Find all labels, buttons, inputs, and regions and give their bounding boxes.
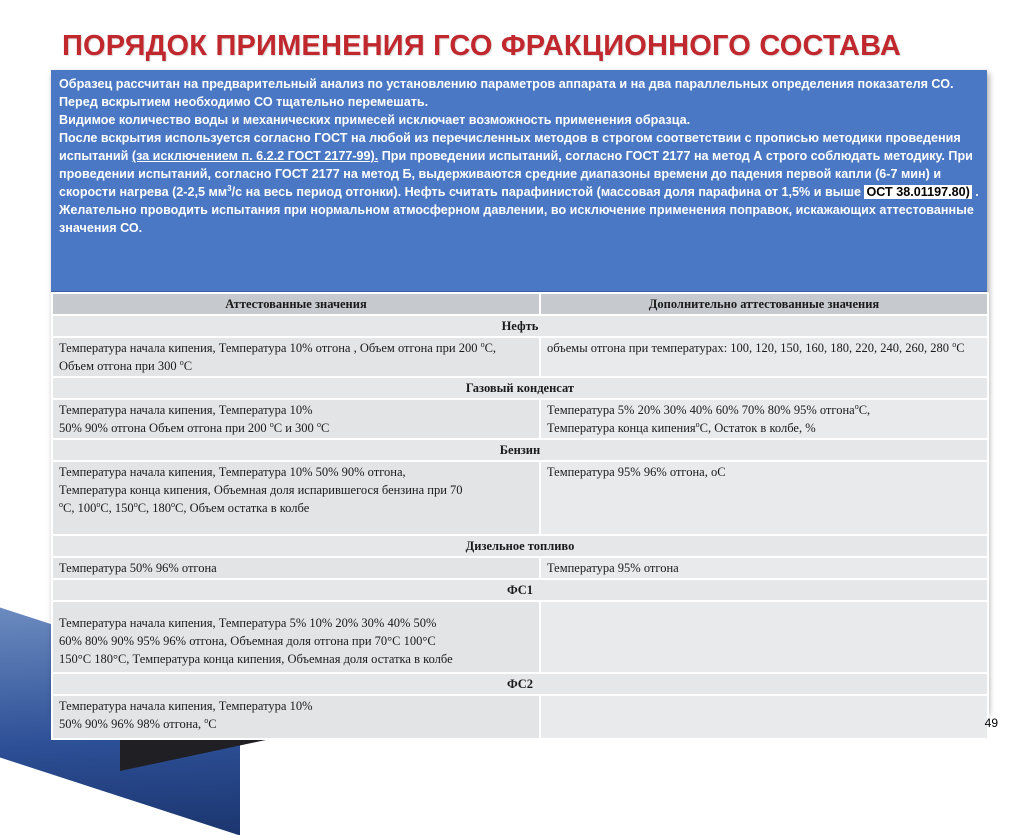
table-cell: Температура начала кипения, Температура 10% отгона , Объем отгона при 200 $^о$С, Объем отгона при 300 $^о$С (52, 337, 540, 377)
table-cell: Температура 95% 96% отгона, оС (540, 461, 988, 535)
table-row (52, 399, 988, 439)
table-header-row (52, 293, 988, 315)
table-cell: Температура начала кипения, Температура 5% 10% 20% 30% 40% 50% 60% 80% 90% 95% 96% отгона, Объемная доля отгона при 70°С 100°С 150°С 180°С, Температура конца кипения, Объемная доля остатка в колбе (52, 601, 540, 673)
table-cell (540, 601, 988, 673)
table-cell: Температура начала кипения, Температура 10% 50% 90% отгона, Температура конца кипения, Объемная доля испарившегося бензина при 70 $^о$С, $100^оС$, $150^оС$, $180^оС$, Объем остатка в колбе (52, 461, 540, 535)
table-cell (540, 695, 988, 739)
table-row (52, 695, 988, 739)
table-cell: Температура начала кипения, Температура 10% 50% 90% отгона Объем отгона при 200 $^о$С и 300 $^о$С (52, 399, 540, 439)
table-cell: объемы отгона при температурах: 100, 120, 150, 160, 180, 220, 240, 260, 280 $^о$С (540, 337, 988, 377)
values-table (51, 292, 989, 740)
section-gas-condensate: Газовый конденсат (52, 377, 988, 399)
intro-line-3: Видимое количество воды и механических примесей исключает возможность применения образца. (59, 113, 691, 127)
section-diesel: Дизельное топливо (52, 535, 988, 557)
ost-reference: ОСТ 38.01197.80) (866, 185, 970, 199)
section-fs1: ФС1 (52, 579, 988, 601)
table-cell: Температура 50% 96% отгона (52, 557, 540, 579)
intro-line-4: После вскрытия используется согласно ГОСТ на любой из перечисленных методов в строгом соответствии с прописью методики проведения испытаний (за исключением п. 6.2.2 ГОСТ 2177-99). При проведении испытаний, согласно ГОСТ 2177 на метод А строго соблюдать методику. При проведении испытаний, согласно ГОСТ 2177 на метод Б, выдерживаются средние диапазоны времени до падения первой капли (6-7 мин) и скорости нагрева (2-2,5 $мм^3/с$ на весь период отгонки). Нефть считать парафинистой (массовая доля парафина от 1,5% и выше ОСТ 38.01197.80) . Желательно проводить испытания при нормальном атмосферном давлении, во исключение применения поправок, искажающих аттестованные значения СО. (59, 131, 979, 235)
header-certified: Аттестованные значения (52, 293, 540, 315)
table-row (52, 601, 988, 673)
intro-line-1: Образец рассчитан на предварительный анализ по установлению параметров аппарата и на два параллельных определения показателя СО. (59, 77, 954, 91)
gost-exception-note: (за исключением п. 6.2.2 ГОСТ 2177-99). (131, 149, 379, 163)
table-cell: Температура 5% 20% 30% 40% 60% 70% 80% 95% отгона$^о$С, Температура конца кипения$^о$С, Остаток в колбе, % (540, 399, 988, 439)
intro-line-2: Перед вскрытием необходимо СО тщательно перемешать. (59, 95, 429, 109)
content-panel (51, 70, 987, 731)
section-fs2: ФС2 (52, 673, 988, 695)
table-row (52, 557, 988, 579)
slide-title: ПОРЯДОК ПРИМЕНЕНИЯ ГСО ФРАКЦИОННОГО СОСТАВА (62, 30, 901, 62)
section-benzin: Бензин (52, 439, 988, 461)
table-row (52, 337, 988, 377)
section-neft: Нефть (52, 315, 988, 337)
intro-text-block (51, 70, 987, 292)
page-number: 49 (984, 716, 998, 730)
table-cell: Температура начала кипения, Температура 10% 50% 90% 96% 98% отгона, $^о$С (52, 695, 540, 739)
table-cell: Температура 95% отгона (540, 557, 988, 579)
table-row (52, 461, 988, 535)
header-additional: Дополнительно аттестованные значения (540, 293, 988, 315)
